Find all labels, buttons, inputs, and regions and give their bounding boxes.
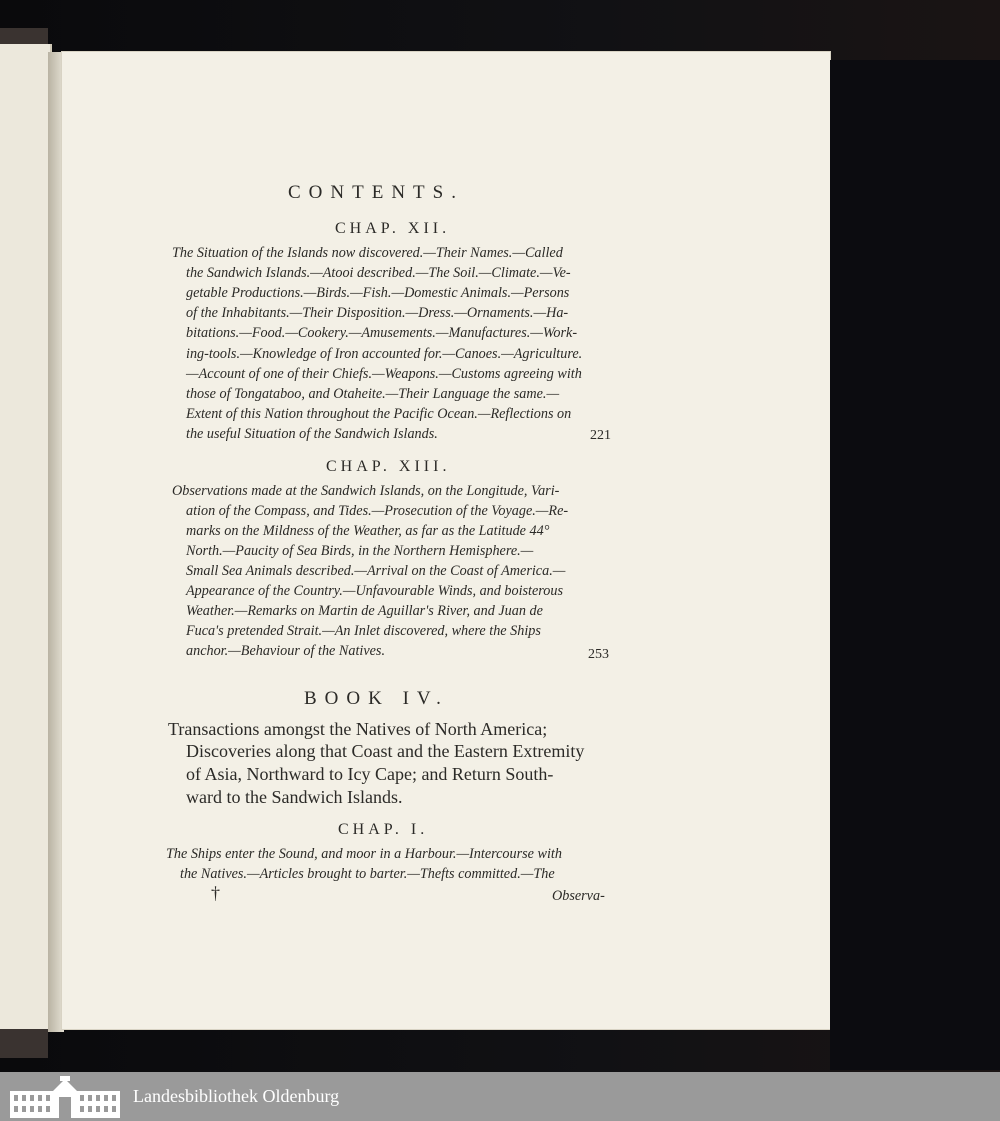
chapter-xiii-line: Weather.—Remarks on Martin de Aguillar's River, and Juan de — [186, 603, 543, 619]
library-building-logo — [8, 1075, 122, 1119]
right-background — [830, 60, 1000, 1070]
chapter-xiii-heading: CHAP. XIII. — [326, 458, 451, 475]
book-iv-line: ward to the Sandwich Islands. — [186, 787, 403, 807]
chapter-i-heading: CHAP. I. — [338, 821, 429, 838]
left-page-edge — [0, 44, 52, 1029]
chapter-xiii-line: Small Sea Animals described.—Arrival on the Coast of America.— — [186, 563, 566, 579]
chapter-xii-heading: CHAP. XII. — [335, 220, 451, 237]
chapter-xii-line: the Sandwich Islands.—Atooi described.—The Soil.—Climate.—Ve- — [186, 265, 571, 281]
chapter-i-line: the Natives.—Articles brought to barter.—Thefts committed.—The — [180, 866, 555, 882]
chapter-xiii-line: North.—Paucity of Sea Birds, in the Northern Hemisphere.— — [186, 543, 534, 559]
chapter-xii-line: ing-tools.—Knowledge of Iron accounted for.—Canoes.—Agriculture. — [186, 346, 583, 362]
contents-heading: CONTENTS. — [288, 182, 464, 203]
chapter-xii-line: The Situation of the Islands now discovered.—Their Names.—Called — [172, 245, 563, 261]
chapter-xiii-line: marks on the Mildness of the Weather, as far as the Latitude 44° — [186, 523, 550, 539]
chapter-xii-line: those of Tongataboo, and Otaheite.—Their Language the same.— — [186, 386, 560, 402]
chapter-xii-line: getable Productions.—Birds.—Fish.—Domestic Animals.—Persons — [186, 285, 570, 301]
chapter-xii-line: bitations.—Food.—Cookery.—Amusements.—Manufactures.—Work- — [186, 325, 578, 341]
chapter-xii-line: the useful Situation of the Sandwich Islands. — [186, 426, 438, 442]
chapter-xiii-line: Fuca's pretended Strait.—An Inlet discovered, where the Ships — [186, 623, 541, 639]
chapter-xiii-line: ation of the Compass, and Tides.—Prosecution of the Voyage.—Re- — [186, 503, 569, 519]
book-iv-line: Discoveries along that Coast and the Eastern Extremity — [186, 741, 585, 761]
book-iv-heading: BOOK IV. — [304, 688, 449, 709]
chapter-xii-line: Extent of this Nation throughout the Pacific Ocean.—Reflections on — [186, 406, 572, 422]
catchword: Observa- — [552, 888, 605, 904]
book-iv-line: Transactions amongst the Natives of North America; — [168, 719, 548, 739]
chapter-i-line: The Ships enter the Sound, and moor in a Harbour.—Intercourse with — [166, 846, 562, 862]
book-iv-line: of Asia, Northward to Icy Cape; and Return South- — [186, 764, 554, 784]
chapter-xiii-line: anchor.—Behaviour of the Natives. — [186, 643, 385, 659]
chapter-xiii-line: Observations made at the Sandwich Islands, on the Longitude, Vari- — [172, 483, 560, 499]
chapter-xii-line: —Account of one of their Chiefs.—Weapons.—Customs agreeing with — [186, 366, 582, 382]
chapter-xii-line: of the Inhabitants.—Their Disposition.—Dress.—Ornaments.—Ha- — [186, 305, 569, 321]
library-name: Landesbibliothek Oldenburg — [133, 1086, 340, 1106]
chapter-xiii-page-number: 253 — [588, 647, 609, 662]
chapter-xii-page-number: 221 — [590, 428, 611, 443]
chapter-xiii-line: Appearance of the Country.—Unfavourable Winds, and boisterous — [186, 583, 563, 599]
signature-mark: † — [211, 883, 220, 903]
